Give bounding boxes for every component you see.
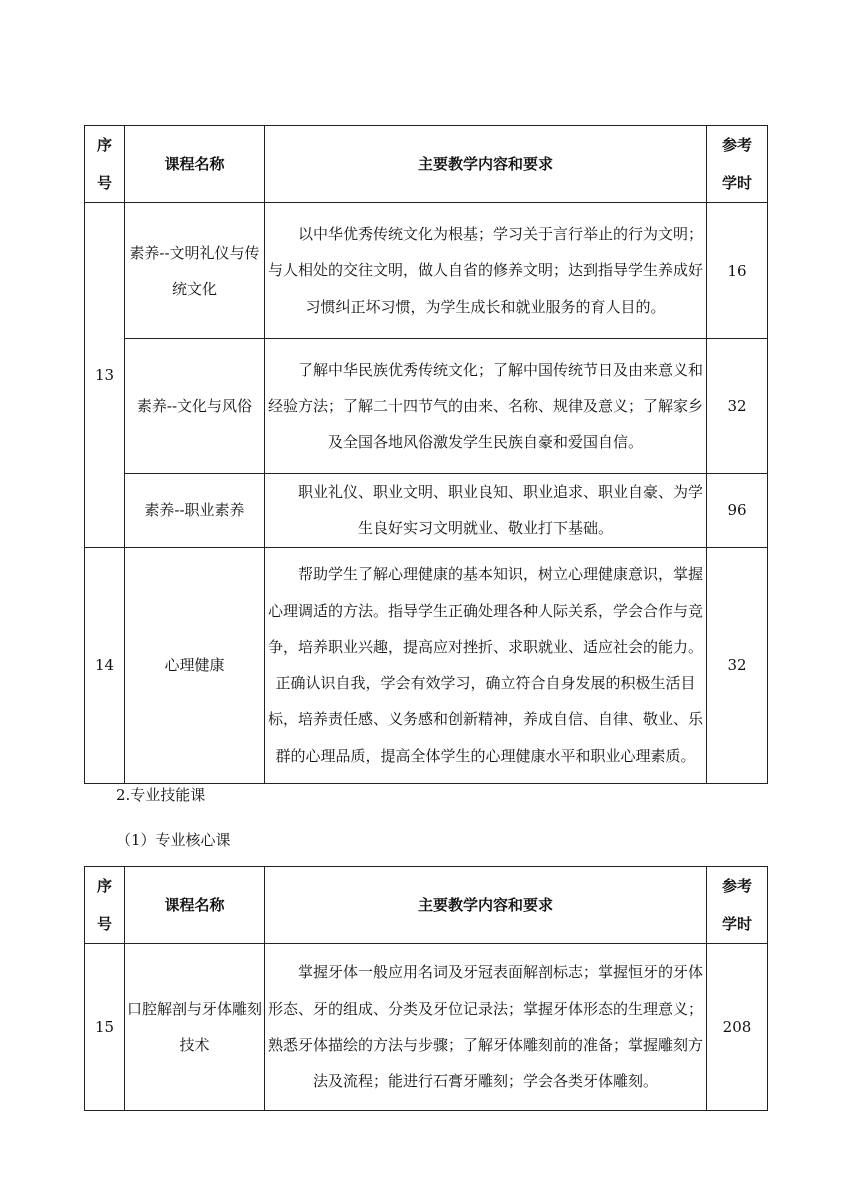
section-heading: 2.专业技能课 [116,786,206,804]
course-content: 以中华优秀传统文化为根基；学习关于言行举止的行为文明；与人相处的交往文明，做人自省的修养文明；达到指导学生养成好习惯纠正坏习惯，为学生成长和就业服务的育人目的。 [265,203,707,339]
table-header-row [85,126,768,203]
table-row [85,474,768,548]
course-hours: 32 [707,339,768,474]
header-content: 主要教学内容和要求 [265,867,707,944]
header-seq: 序号 [85,126,125,203]
header-content: 主要教学内容和要求 [265,126,707,203]
row-seq: 14 [85,547,125,783]
header-hours: 参考学时 [707,126,768,203]
course-content: 掌握牙体一般应用名词及牙冠表面解剖标志；掌握恒牙的牙体形态、牙的组成、分类及牙位记录法；掌握牙体形态的生理意义；熟悉牙体描绘的方法与步骤；了解牙体雕刻前的准备；掌握雕刻方法及流程；能进行石膏牙雕刻；学会各类牙体雕刻。 [265,944,707,1111]
subsection-heading: （1）专业核心课 [116,831,231,849]
table-row [85,203,768,339]
course-table-core [84,866,768,1111]
course-content: 帮助学生了解心理健康的基本知识，树立心理健康意识，掌握心理调适的方法。指导学生正确处理各种人际关系，学会合作与竞争，培养职业兴趣，提高应对挫折、求职就业、适应社会的能力。正确认识自我，学会有效学习，确立符合自身发展的积极生活目标，培养责任感、义务感和创新精神，养成自信、自律、敬业、乐群的心理品质，提高全体学生的心理健康水平和职业心理素质。 [265,547,707,783]
course-content: 了解中华民族优秀传统文化；了解中国传统节日及由来意义和经验方法；了解二十四节气的由来、名称、规律及意义；了解家乡及全国各地风俗激发学生民族自豪和爱国自信。 [265,339,707,474]
course-name: 素养--职业素养 [125,474,265,548]
course-hours: 32 [707,547,768,783]
course-content: 职业礼仪、职业文明、职业良知、职业追求、职业自豪、为学生良好实习文明就业、敬业打下基础。 [265,474,707,548]
course-table-general [84,125,768,784]
course-name: 素养--文化与风俗 [125,339,265,474]
row-seq: 15 [85,944,125,1111]
table-row [85,339,768,474]
row-seq: 13 [85,203,125,548]
header-seq: 序号 [85,867,125,944]
course-hours: 16 [707,203,768,339]
course-hours: 208 [707,944,768,1111]
table-row [85,944,768,1111]
header-hours: 参考学时 [707,867,768,944]
table-row [85,547,768,783]
course-name: 素养--文明礼仪与传统文化 [125,203,265,339]
header-course-name: 课程名称 [125,867,265,944]
course-name: 心理健康 [125,547,265,783]
course-name: 口腔解剖与牙体雕刻技术 [125,944,265,1111]
header-course-name: 课程名称 [125,126,265,203]
table-header-row [85,867,768,944]
course-hours: 96 [707,474,768,548]
